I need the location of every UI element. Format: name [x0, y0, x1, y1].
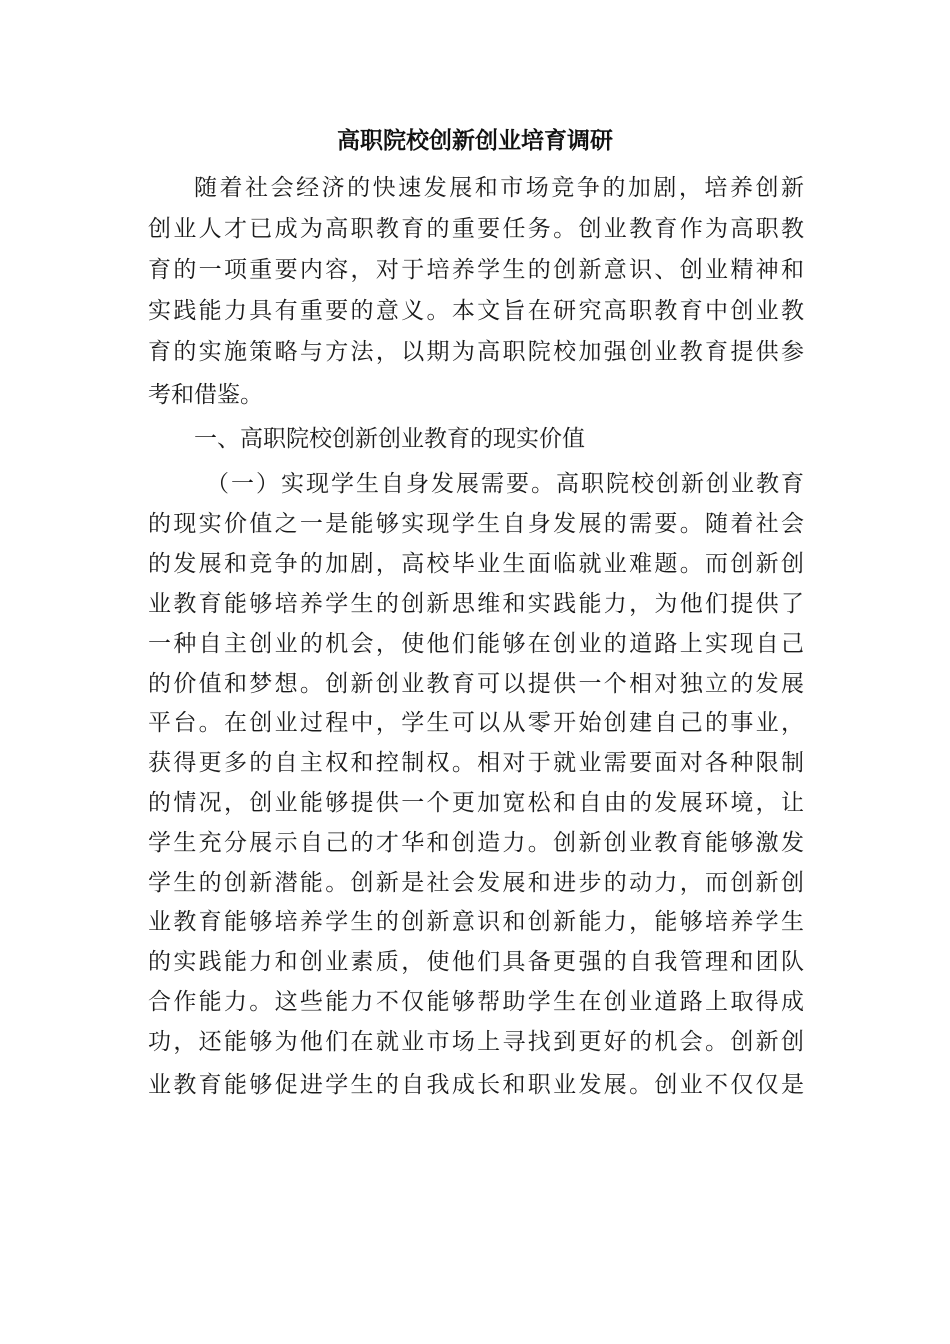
paragraph-line: 的价值和梦想。创新创业教育可以提供一个相对独立的发展 — [148, 671, 804, 697]
paragraph-line: 的现实价值之一是能够实现学生自身发展的需要。随着社会 — [148, 511, 804, 537]
document-title: 高职院校创新创业培育调研 — [337, 128, 613, 154]
paragraph-line: 的发展和竞争的加剧，高校毕业生面临就业难题。而创新创 — [148, 551, 804, 577]
paragraph-line: 育的一项重要内容，对于培养学生的创新意识、创业精神和 — [148, 257, 804, 283]
paragraph-line: 学生充分展示自己的才华和创造力。创新创业教育能够激发 — [148, 830, 804, 856]
paragraph-line: 学生的创新潜能。创新是社会发展和进步的动力，而创新创 — [148, 870, 804, 896]
paragraph-line: 实践能力具有重要的意义。本文旨在研究高职教育中创业教 — [148, 298, 804, 324]
paragraph-line: （一）实现学生自身发展需要。高职院校创新创业教育 — [206, 471, 804, 497]
paragraph-line: 考和借鉴。 — [148, 382, 263, 408]
section-heading: 一、高职院校创新创业教育的现实价值 — [194, 426, 585, 452]
paragraph-line: 业教育能够促进学生的自我成长和职业发展。创业不仅仅是 — [148, 1072, 804, 1098]
paragraph-line: 业教育能够培养学生的创新意识和创新能力，能够培养学生 — [148, 909, 804, 935]
paragraph-line: 随着社会经济的快速发展和市场竞争的加剧，培养创新 — [194, 175, 804, 201]
paragraph-line: 的实践能力和创业素质，使他们具备更强的自我管理和团队 — [148, 949, 804, 975]
paragraph-line: 一种自主创业的机会，使他们能够在创业的道路上实现自己 — [148, 631, 804, 657]
paragraph-line: 创业人才已成为高职教育的重要任务。创业教育作为高职教 — [148, 216, 804, 242]
paragraph-line: 的情况，创业能够提供一个更加宽松和自由的发展环境，让 — [148, 790, 804, 816]
paragraph-line: 功，还能够为他们在就业市场上寻找到更好的机会。创新创 — [148, 1029, 804, 1055]
paragraph-line: 育的实施策略与方法，以期为高职院校加强创业教育提供参 — [148, 339, 804, 365]
paragraph-line: 平台。在创业过程中，学生可以从零开始创建自己的事业， — [148, 710, 804, 736]
paragraph-line: 合作能力。这些能力不仅能够帮助学生在创业道路上取得成 — [148, 989, 804, 1015]
paragraph-line: 业教育能够培养学生的创新思维和实践能力，为他们提供了 — [148, 591, 804, 617]
paragraph-line: 获得更多的自主权和控制权。相对于就业需要面对各种限制 — [148, 750, 804, 776]
